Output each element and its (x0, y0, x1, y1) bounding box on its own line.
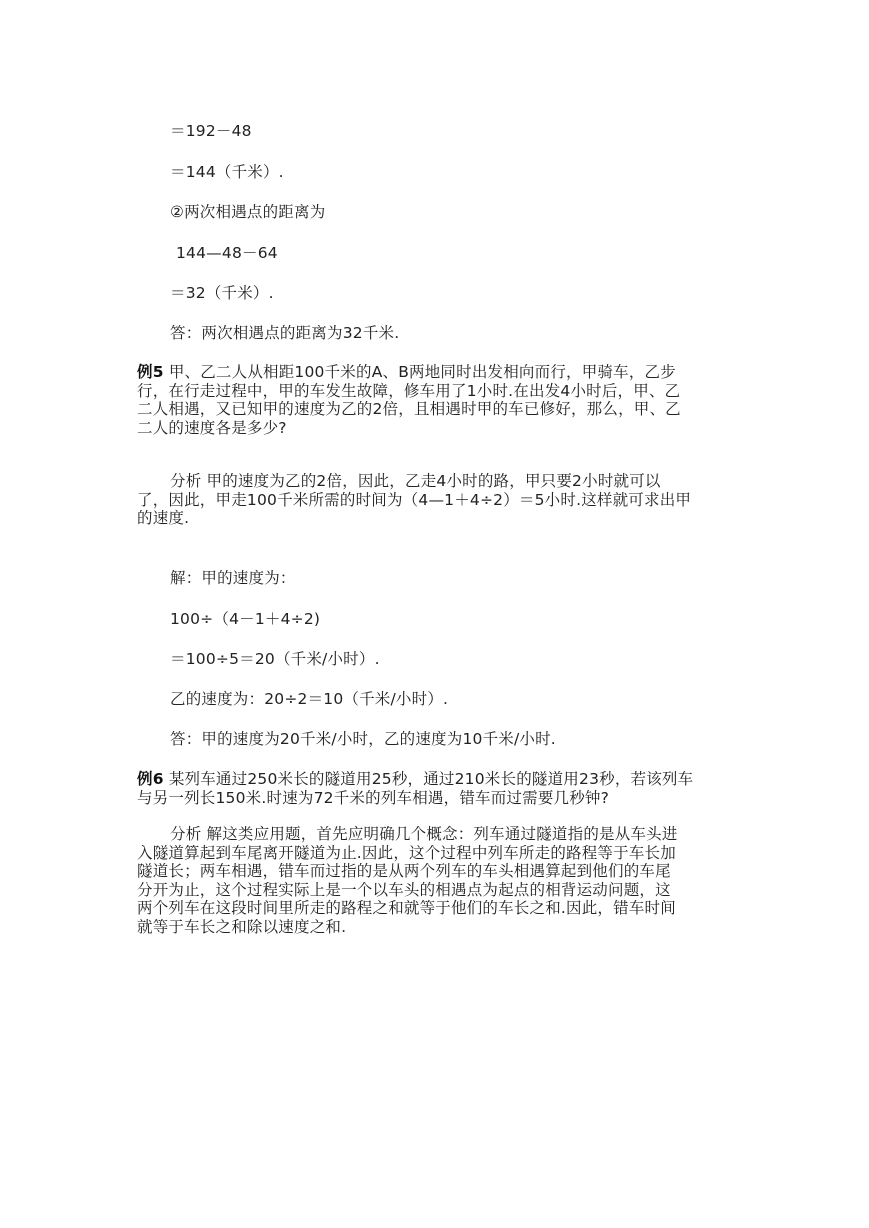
example6-problem (137, 770, 757, 807)
example6-analysis (137, 825, 757, 936)
equation-line: 144—48－64 (176, 244, 278, 262)
problem-line: 二人的速度各是多少? (137, 418, 287, 437)
equation-line: ＝100÷5＝20（千米/小时）. (170, 650, 380, 668)
problem-line (137, 770, 757, 789)
equation-line: ＝144（千米）. (170, 163, 284, 181)
analysis-line: 分析 解这类应用题，首先应明确几个概念：列车通过隧道指的是从车头进 (170, 825, 678, 843)
equation-line: 100÷（4－1＋4÷2) (170, 610, 321, 628)
equation-line: ＝32（千米）. (170, 284, 274, 302)
problem-line: 行，在行走过程中，甲的车发生故障，修车用了1小时.在出发4小时后，甲、乙 (137, 381, 681, 400)
equation-line: 乙的速度为：20÷2＝10（千米/小时）. (170, 690, 449, 708)
analysis-line: 的速度. (137, 509, 190, 527)
equation-line: ＝192－48 (170, 122, 252, 140)
example5-analysis (137, 472, 757, 528)
answer-line: 答：两次相遇点的距离为32千米. (170, 324, 400, 342)
example6-label: 例6 (137, 770, 164, 788)
analysis-line: 了，因此，甲走100千米所需的时间为（4—1＋4÷2）＝5小时.这样就可求出甲 (137, 490, 692, 509)
problem-line: 二人相遇，又已知甲的速度为乙的2倍，且相遇时甲的车已修好，那么，甲、乙 (137, 400, 681, 418)
analysis-line: 入隧道算起到车尾离开隧道为止.因此，这个过程中列车所走的路程等于车长加 (137, 843, 676, 862)
answer-line: 答：甲的速度为20千米/小时，乙的速度为10千米/小时. (170, 730, 556, 748)
example5-problem (137, 363, 757, 437)
step-title: ②两次相遇点的距离为 (170, 203, 326, 221)
analysis-line: 隧道长；两车相遇，错车而过指的是从两个列车的车头相遇算起到他们的车尾 (137, 862, 671, 880)
solution-title: 解：甲的速度为： (170, 569, 296, 587)
analysis-line: 就等于车长之和除以速度之和. (137, 917, 347, 936)
analysis-line: 分析 甲的速度为乙的2倍，因此，乙走4小时的路，甲只要2小时就可以 (170, 472, 661, 490)
analysis-line: 两个列车在这段时间里所走的路程之和就等于他们的车长之和.因此，错车时间 (137, 899, 676, 917)
problem-line (137, 363, 757, 382)
example5-label: 例5 (137, 363, 164, 381)
problem-text: 某列车通过250米长的隧道用25秒，通过210米长的隧道用23秒，若该列车 (163, 770, 694, 788)
analysis-line: 分开为止，这个过程实际上是一个以车头的相遇点为起点的相背运动问题，这 (137, 880, 671, 899)
problem-text: 甲、乙二人从相距100千米的A、B两地同时出发相向而行，甲骑车，乙步 (163, 363, 676, 381)
problem-line: 与另一列长150米.时速为72千米的列车相遇，错车而过需要几秒钟? (137, 788, 610, 807)
